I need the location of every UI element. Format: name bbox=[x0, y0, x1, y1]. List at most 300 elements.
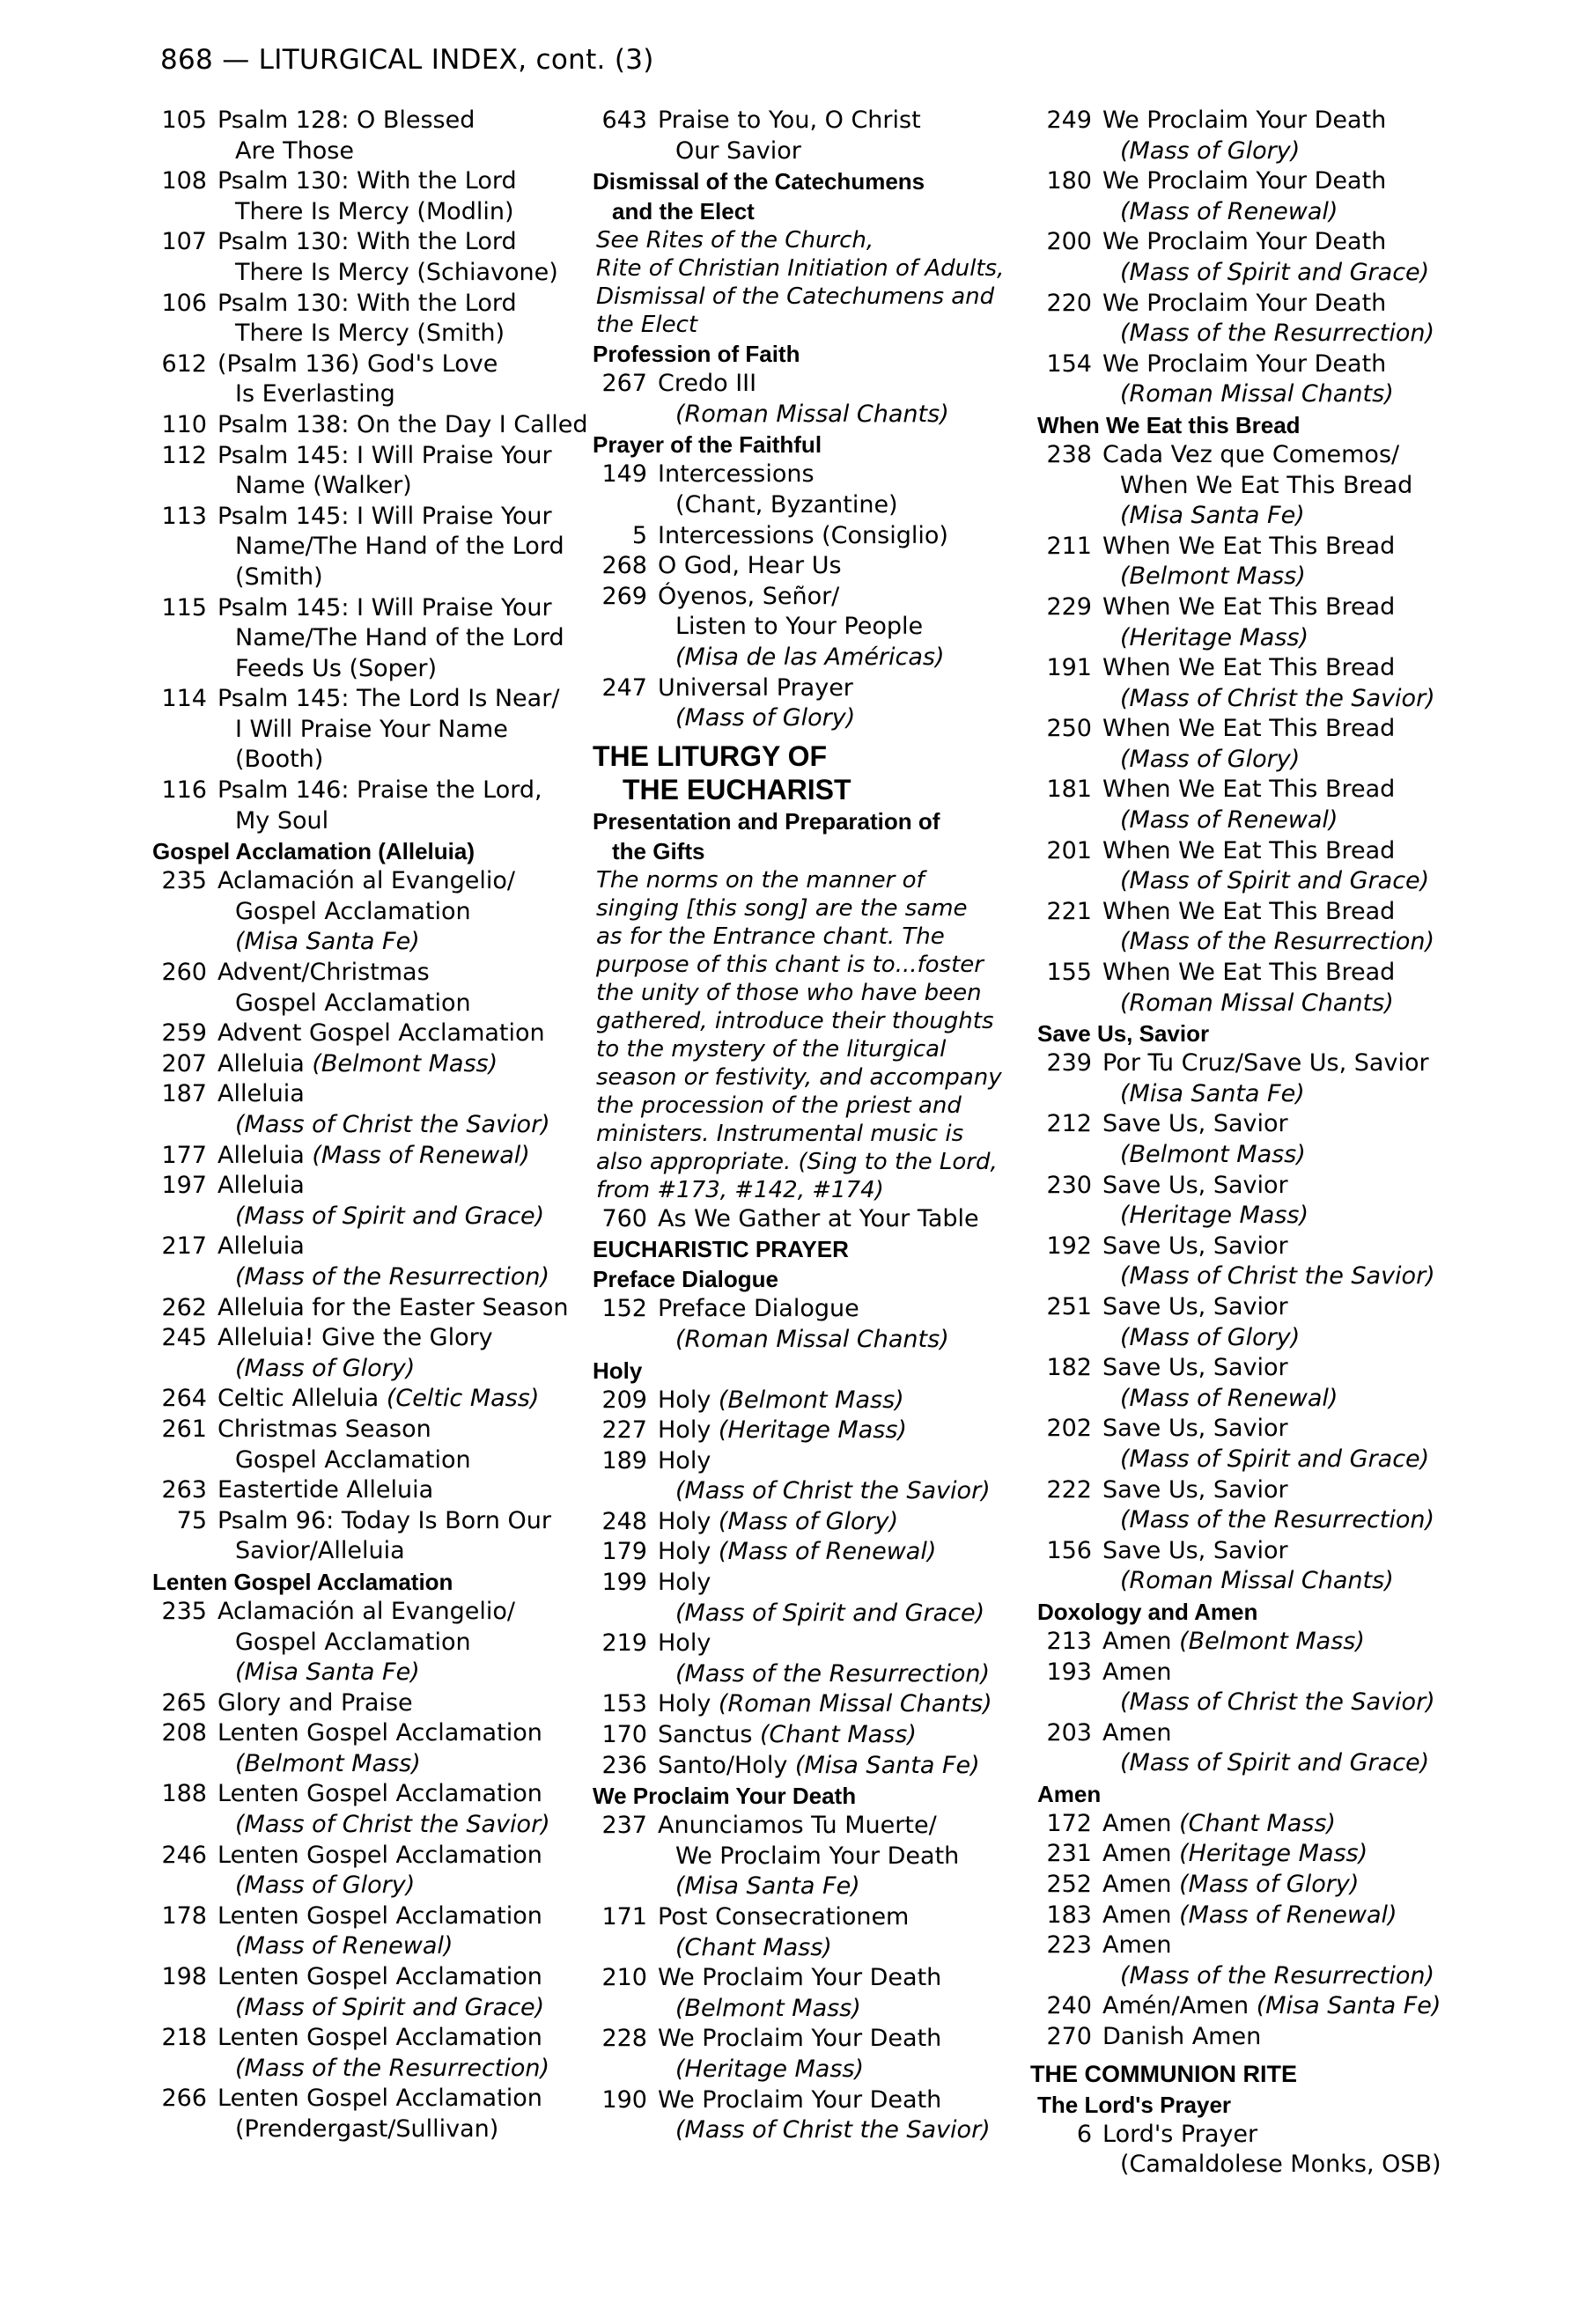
entry-source: (Celtic Mass) bbox=[386, 1385, 540, 1413]
entry-title bbox=[1021, 1809, 1515, 1840]
entry-subtitle bbox=[1021, 927, 1515, 958]
entry-text: When We Eat This Bread bbox=[1102, 836, 1396, 864]
index-entry bbox=[577, 1902, 1035, 1963]
entry-number: 264 bbox=[161, 1385, 207, 1413]
entry-text: Alleluia bbox=[217, 1232, 305, 1261]
entry-title bbox=[1021, 2120, 1515, 2151]
entry-text: I Will Praise Your Name bbox=[235, 715, 508, 743]
entry-title bbox=[1021, 1048, 1515, 1079]
entry-title bbox=[1021, 897, 1515, 928]
entry-text: (Mass of Spirit and Grace) bbox=[1120, 1749, 1430, 1777]
entry-text: Lenten Gospel Acclamation bbox=[217, 1901, 542, 1930]
entry-text: Anunciamos Tu Muerte/ bbox=[658, 1812, 937, 1840]
entry-text: Intercessions bbox=[658, 460, 815, 489]
entry-subtitle bbox=[136, 197, 586, 228]
entry-number: 263 bbox=[161, 1476, 207, 1504]
index-entry bbox=[136, 1019, 586, 1049]
entry-subtitle bbox=[1021, 258, 1515, 289]
entry-subtitle bbox=[1021, 684, 1515, 715]
entry-source: (Misa Santa Fe) bbox=[794, 1751, 980, 1779]
entry-subtitle bbox=[1021, 1261, 1515, 1292]
entry-text: Save Us, Savior bbox=[1102, 1475, 1288, 1504]
index-entry bbox=[136, 1506, 586, 1567]
entry-text: Lord's Prayer bbox=[1102, 2120, 1258, 2148]
entry-number: 171 bbox=[601, 1903, 647, 1931]
entry-number: 202 bbox=[1046, 1415, 1092, 1443]
index-entry bbox=[136, 1779, 586, 1840]
entry-title bbox=[577, 1446, 1035, 1477]
entry-text: Psalm 130: With the Lord bbox=[217, 289, 517, 317]
entry-text: Glory and Praise bbox=[217, 1688, 413, 1717]
entry-text: (Mass of Glory) bbox=[235, 1354, 416, 1382]
entry-text: (Mass of Renewal) bbox=[235, 1932, 453, 1960]
note-line: See Rites of the Church, bbox=[596, 227, 874, 254]
entry-title bbox=[1021, 1232, 1515, 1262]
entry-text: Holy bbox=[658, 1629, 711, 1658]
entry-subtitle bbox=[577, 643, 1035, 673]
entry-title bbox=[1021, 1292, 1515, 1323]
entry-text: (Mass of the Resurrection) bbox=[1120, 1506, 1435, 1534]
entry-text: Alleluia bbox=[217, 1172, 305, 1200]
entry-text: (Mass of the Resurrection) bbox=[675, 1659, 991, 1688]
entry-text: Psalm 145: I Will Praise Your bbox=[217, 502, 552, 530]
entry-title bbox=[136, 1019, 586, 1049]
entry-subtitle bbox=[1021, 379, 1515, 410]
entry-text: Alleluia bbox=[217, 1080, 305, 1108]
index-entry bbox=[577, 369, 1035, 430]
entry-title bbox=[136, 1079, 586, 1110]
entry-title bbox=[136, 1779, 586, 1810]
entry-subtitle bbox=[577, 1659, 1035, 1690]
entry-title bbox=[136, 684, 586, 715]
entry-text: (Camaldolese Monks, OSB) bbox=[1120, 2151, 1441, 2179]
entry-text: (Misa Santa Fe) bbox=[235, 928, 420, 956]
entry-number: 211 bbox=[1046, 532, 1092, 560]
entry-title bbox=[136, 1901, 586, 1932]
index-entry bbox=[1021, 106, 1515, 166]
note-line: gathered, introduce their thoughts bbox=[596, 1007, 994, 1034]
entry-text: We Proclaim Your Death bbox=[658, 2085, 942, 2114]
entry-source: (Mass of Glory) bbox=[1179, 1871, 1360, 1899]
entry-text: Save Us, Savior bbox=[1102, 1536, 1288, 1564]
note-line: to the mystery of the liturgical bbox=[596, 1035, 947, 1063]
index-entry bbox=[1021, 1839, 1515, 1870]
entry-subtitle bbox=[136, 1749, 586, 1780]
index-entry bbox=[136, 502, 586, 593]
entry-title bbox=[577, 1902, 1035, 1933]
index-entry bbox=[577, 1386, 1035, 1416]
index-entry bbox=[136, 1232, 586, 1292]
entry-text: Holy bbox=[658, 1416, 711, 1445]
entry-source: (Mass of Renewal) bbox=[718, 1538, 937, 1566]
category-heading: When We Eat this Bread bbox=[1037, 411, 1301, 438]
entry-number: 113 bbox=[161, 502, 207, 530]
entry-title bbox=[136, 1141, 586, 1172]
entry-text: (Belmont Mass) bbox=[675, 1994, 861, 2022]
entry-text: Danish Amen bbox=[1102, 2023, 1262, 2051]
entry-subtitle bbox=[136, 319, 586, 349]
index-entry bbox=[1021, 592, 1515, 653]
entry-subtitle bbox=[1021, 1201, 1515, 1232]
entry-text: (Mass of the Resurrection) bbox=[1120, 320, 1435, 348]
entry-text: Psalm 130: With the Lord bbox=[217, 167, 517, 195]
index-entry bbox=[136, 2084, 586, 2144]
index-entry bbox=[1021, 836, 1515, 897]
entry-subtitle bbox=[136, 989, 586, 1019]
entry-number: 182 bbox=[1046, 1354, 1092, 1382]
entry-subtitle bbox=[136, 1536, 586, 1567]
entry-text: Alleluia! Give the Glory bbox=[217, 1324, 493, 1352]
entry-text: (Heritage Mass) bbox=[1120, 623, 1309, 651]
entry-title bbox=[136, 441, 586, 472]
index-entry bbox=[136, 958, 586, 1019]
entry-number: 193 bbox=[1046, 1658, 1092, 1686]
entry-number: 261 bbox=[161, 1415, 207, 1443]
entry-number: 268 bbox=[601, 552, 647, 580]
entry-text: Eastertide Alleluia bbox=[217, 1476, 434, 1504]
entry-text: Psalm 145: I Will Praise Your bbox=[217, 593, 552, 621]
entry-title bbox=[1021, 836, 1515, 867]
entry-text: We Proclaim Your Death bbox=[1102, 167, 1387, 195]
index-entry bbox=[1021, 897, 1515, 958]
entry-number: 115 bbox=[161, 593, 207, 621]
index-entry bbox=[1021, 1475, 1515, 1536]
section-heading: THE COMMUNION RITE bbox=[1030, 2060, 1297, 2087]
index-entry bbox=[1021, 958, 1515, 1019]
entry-text: Lenten Gospel Acclamation bbox=[217, 2024, 542, 2052]
entry-title bbox=[1021, 1658, 1515, 1688]
entry-text: (Mass of Christ the Savior) bbox=[1120, 1262, 1435, 1291]
entry-title bbox=[577, 1751, 1035, 1782]
entry-title bbox=[1021, 106, 1515, 136]
entry-title bbox=[136, 1049, 586, 1080]
entry-subtitle bbox=[1021, 866, 1515, 897]
entry-subtitle bbox=[577, 1476, 1035, 1507]
entry-text: (Misa Santa Fe) bbox=[675, 1872, 860, 1901]
entry-number: 153 bbox=[601, 1690, 647, 1718]
entry-number: 229 bbox=[1046, 592, 1092, 621]
entry-title bbox=[1021, 227, 1515, 258]
entry-number: 187 bbox=[161, 1080, 207, 1108]
entry-title bbox=[577, 582, 1035, 613]
entry-text: Santo/Holy bbox=[658, 1751, 788, 1779]
entry-number: 265 bbox=[161, 1688, 207, 1717]
index-entry bbox=[136, 349, 586, 410]
entry-number: 172 bbox=[1046, 1809, 1092, 1837]
entry-text: Name/The Hand of the Lord bbox=[235, 533, 564, 561]
entry-subtitle bbox=[136, 1445, 586, 1476]
entry-text: We Proclaim Your Death bbox=[658, 2025, 942, 2053]
index-entry bbox=[1021, 1901, 1515, 1931]
entry-text: Psalm 96: Today Is Born Our bbox=[217, 1506, 551, 1534]
entry-subtitle bbox=[136, 623, 586, 654]
entry-number: 179 bbox=[601, 1538, 647, 1566]
index-entry bbox=[577, 1689, 1035, 1720]
entry-title bbox=[136, 776, 586, 806]
index-entry bbox=[136, 684, 586, 776]
category-heading: Amen bbox=[1037, 1780, 1102, 1807]
index-entry bbox=[136, 1384, 586, 1415]
entry-number: 110 bbox=[161, 410, 207, 438]
entry-text: (Mass of Christ the Savior) bbox=[675, 1477, 991, 1505]
index-entry bbox=[136, 1049, 586, 1080]
entry-number: 267 bbox=[601, 370, 647, 398]
entry-text: Feeds Us (Soper) bbox=[235, 654, 438, 682]
entry-text: Christmas Season bbox=[217, 1415, 431, 1443]
entry-title bbox=[136, 1415, 586, 1445]
entry-text: (Misa de las Américas) bbox=[675, 643, 945, 671]
entry-title bbox=[1021, 1171, 1515, 1202]
entry-text: (Roman Missal Chants) bbox=[675, 400, 949, 428]
entry-number: 239 bbox=[1046, 1049, 1092, 1077]
entry-subtitle bbox=[136, 1931, 586, 1962]
index-entry bbox=[577, 1204, 1035, 1235]
entry-source: (Misa Santa Fe) bbox=[1256, 1992, 1441, 2020]
entry-subtitle bbox=[577, 1842, 1035, 1872]
entry-text: We Proclaim Your Death bbox=[1102, 349, 1387, 378]
entry-number: 230 bbox=[1046, 1171, 1092, 1199]
entry-text: (Chant, Byzantine) bbox=[675, 490, 898, 518]
index-entry bbox=[136, 227, 586, 288]
entry-number: 197 bbox=[161, 1172, 207, 1200]
entry-subtitle bbox=[136, 563, 586, 593]
index-column-2 bbox=[577, 106, 1035, 2146]
entry-number: 235 bbox=[161, 867, 207, 895]
index-entry bbox=[577, 521, 1035, 552]
entry-text: As We Gather at Your Table bbox=[658, 1204, 979, 1232]
entry-number: 251 bbox=[1046, 1292, 1092, 1320]
entry-text: We Proclaim Your Death bbox=[675, 1842, 960, 1870]
index-entry bbox=[577, 2085, 1035, 2146]
category-heading: Preface Dialogue bbox=[593, 1266, 778, 1293]
entry-subtitle bbox=[136, 897, 586, 928]
entry-source: (Chant Mass) bbox=[760, 1721, 917, 1749]
index-entry bbox=[1021, 2120, 1515, 2181]
entry-subtitle bbox=[577, 1325, 1035, 1356]
section-heading: THE LITURGY OF bbox=[593, 739, 828, 772]
index-entry bbox=[136, 2023, 586, 2084]
entry-number: 213 bbox=[1046, 1627, 1092, 1655]
entry-text: Save Us, Savior bbox=[1102, 1415, 1288, 1443]
entry-text: Alleluia bbox=[217, 1141, 305, 1169]
entry-number: 178 bbox=[161, 1901, 207, 1930]
entry-subtitle bbox=[1021, 623, 1515, 654]
note-line: ministers. Instrumental music is bbox=[596, 1120, 964, 1147]
index-entry bbox=[1021, 349, 1515, 410]
entry-title bbox=[577, 1720, 1035, 1751]
entry-text: When We Eat This Bread bbox=[1102, 897, 1396, 925]
entry-text: (Chant Mass) bbox=[675, 1933, 832, 1961]
entry-text: (Mass of Christ the Savior) bbox=[1120, 684, 1435, 712]
entry-title bbox=[136, 2084, 586, 2114]
entry-subtitle bbox=[136, 379, 586, 410]
index-entry bbox=[136, 106, 586, 166]
entry-number: 200 bbox=[1046, 228, 1092, 256]
entry-subtitle bbox=[136, 806, 586, 837]
entry-text: Psalm 130: With the Lord bbox=[217, 228, 517, 256]
entry-title bbox=[577, 1507, 1035, 1538]
note-line: also appropriate. (Sing to the Lord, bbox=[596, 1148, 998, 1175]
entry-text: Amen bbox=[1102, 1809, 1172, 1837]
entry-text: Amen bbox=[1102, 1901, 1172, 1929]
entry-text: Lenten Gospel Acclamation bbox=[217, 1780, 542, 1808]
entry-text: (Roman Missal Chants) bbox=[1120, 1567, 1394, 1595]
index-entry bbox=[1021, 1171, 1515, 1232]
entry-number: 188 bbox=[161, 1780, 207, 1808]
entry-number: 106 bbox=[161, 289, 207, 317]
index-entry bbox=[1021, 166, 1515, 227]
entry-source: (Heritage Mass) bbox=[718, 1416, 907, 1445]
entry-text: (Booth) bbox=[235, 746, 324, 774]
entry-title bbox=[577, 1689, 1035, 1720]
index-entry bbox=[577, 673, 1035, 734]
entry-title bbox=[136, 289, 586, 320]
entry-text: (Mass of Glory) bbox=[235, 1872, 416, 1900]
entry-text: (Mass of Spirit and Grace) bbox=[1120, 867, 1430, 895]
entry-number: 6 bbox=[1076, 2120, 1092, 2148]
entry-title bbox=[1021, 1109, 1515, 1140]
entry-number: 156 bbox=[1046, 1536, 1092, 1564]
entry-source: (Heritage Mass) bbox=[1179, 1840, 1368, 1868]
entry-text: Gospel Acclamation bbox=[235, 989, 471, 1017]
entry-title bbox=[577, 1629, 1035, 1659]
entry-title bbox=[136, 593, 586, 624]
entry-subtitle bbox=[136, 1871, 586, 1901]
entry-number: 269 bbox=[601, 582, 647, 610]
entry-title bbox=[1021, 1870, 1515, 1901]
entry-text: Gospel Acclamation bbox=[235, 1628, 471, 1656]
entry-text: Aclamación al Evangelio/ bbox=[217, 1597, 515, 1625]
entry-text: Holy bbox=[658, 1569, 711, 1597]
entry-text: When We Eat This Bread bbox=[1102, 715, 1396, 743]
index-entry bbox=[1021, 532, 1515, 592]
category-heading: and the Elect bbox=[612, 198, 755, 225]
entry-subtitle bbox=[577, 1599, 1035, 1629]
entry-title bbox=[577, 1963, 1035, 1994]
entry-subtitle bbox=[1021, 1748, 1515, 1779]
entry-subtitle bbox=[136, 1993, 586, 2024]
entry-subtitle bbox=[136, 1262, 586, 1293]
entry-text: Amen bbox=[1102, 1931, 1172, 1960]
entry-text: (Heritage Mass) bbox=[1120, 1202, 1309, 1230]
category-heading: Lenten Gospel Acclamation bbox=[152, 1568, 453, 1595]
page-header: 868 — LITURGICAL INDEX, cont. (3) bbox=[160, 44, 654, 76]
entry-text: (Mass of Christ the Savior) bbox=[235, 1811, 550, 1839]
entry-title bbox=[1021, 1536, 1515, 1567]
entry-text: Universal Prayer bbox=[658, 673, 853, 702]
entry-number: 177 bbox=[161, 1141, 207, 1169]
entry-number: 198 bbox=[161, 1963, 207, 1991]
entry-text: Gospel Acclamation bbox=[235, 1445, 471, 1474]
entry-text: Óyenos, Señor/ bbox=[658, 582, 840, 610]
entry-number: 262 bbox=[161, 1293, 207, 1321]
note-line: purpose of this chant is to...foster bbox=[596, 951, 984, 978]
category-heading: Doxology and Amen bbox=[1037, 1598, 1258, 1625]
entry-subtitle bbox=[577, 136, 1035, 167]
entry-number: 236 bbox=[601, 1751, 647, 1779]
entry-number: 222 bbox=[1046, 1475, 1092, 1504]
entry-number: 217 bbox=[161, 1232, 207, 1261]
entry-subtitle bbox=[577, 1933, 1035, 1964]
entry-title bbox=[577, 369, 1035, 400]
entry-number: 260 bbox=[161, 959, 207, 987]
entry-subtitle bbox=[136, 136, 586, 167]
entry-text: Cada Vez que Comemos/ bbox=[1102, 440, 1400, 468]
index-entry bbox=[577, 582, 1035, 673]
entry-text: Are Those bbox=[235, 136, 354, 165]
entry-text: There Is Mercy (Schiavone) bbox=[235, 258, 558, 286]
entry-subtitle bbox=[1021, 501, 1515, 532]
entry-text: Por Tu Cruz/Save Us, Savior bbox=[1102, 1049, 1429, 1077]
entry-number: 219 bbox=[601, 1629, 647, 1658]
category-heading: Presentation and Preparation of bbox=[593, 807, 940, 835]
entry-text: Preface Dialogue bbox=[658, 1295, 859, 1323]
index-entry bbox=[136, 1293, 586, 1324]
entry-subtitle bbox=[1021, 1961, 1515, 1992]
entry-text: (Misa Santa Fe) bbox=[1120, 1079, 1305, 1107]
entry-title bbox=[1021, 166, 1515, 197]
entry-subtitle bbox=[136, 1110, 586, 1141]
index-entry bbox=[577, 1294, 1035, 1355]
entry-number: 221 bbox=[1046, 897, 1092, 925]
entry-title bbox=[136, 1232, 586, 1262]
entry-source: (Belmont Mass) bbox=[718, 1386, 904, 1414]
entry-subtitle bbox=[577, 612, 1035, 643]
entry-title bbox=[1021, 1627, 1515, 1658]
entry-text: Lenten Gospel Acclamation bbox=[217, 1841, 542, 1869]
entry-number: 247 bbox=[601, 673, 647, 702]
entry-subtitle bbox=[136, 715, 586, 746]
entry-number: 154 bbox=[1046, 349, 1092, 378]
entry-text: We Proclaim Your Death bbox=[1102, 289, 1387, 317]
entry-text: Psalm 145: I Will Praise Your bbox=[217, 441, 552, 469]
entry-number: 180 bbox=[1046, 167, 1092, 195]
entry-number: 114 bbox=[161, 685, 207, 713]
index-entry bbox=[1021, 1414, 1515, 1475]
index-entry bbox=[136, 866, 586, 958]
index-entry bbox=[1021, 1048, 1515, 1109]
entry-number: 218 bbox=[161, 2024, 207, 2052]
entry-title bbox=[1021, 1991, 1515, 2022]
entry-text: Praise to You, O Christ bbox=[658, 107, 921, 134]
index-entry bbox=[136, 1171, 586, 1232]
entry-subtitle bbox=[136, 2054, 586, 2085]
index-entry bbox=[1021, 775, 1515, 835]
entry-title bbox=[577, 673, 1035, 704]
entry-number: 199 bbox=[601, 1569, 647, 1597]
entry-title bbox=[136, 227, 586, 258]
entry-title bbox=[136, 866, 586, 897]
entry-text: (Mass of Glory) bbox=[675, 704, 856, 732]
entry-text: When We Eat This Bread bbox=[1102, 532, 1396, 560]
entry-subtitle bbox=[1021, 197, 1515, 228]
entry-text: Celtic Alleluia bbox=[217, 1385, 380, 1413]
entry-number: 201 bbox=[1046, 836, 1092, 864]
index-entry bbox=[136, 1901, 586, 1962]
entry-subtitle bbox=[1021, 1384, 1515, 1415]
entry-text: Holy bbox=[658, 1446, 711, 1475]
index-entry bbox=[136, 410, 586, 441]
note-line: the unity of those who have been bbox=[596, 979, 982, 1006]
entry-title bbox=[1021, 1718, 1515, 1749]
entry-text: (Mass of the Resurrection) bbox=[235, 1262, 550, 1291]
entry-title bbox=[1021, 958, 1515, 989]
entry-subtitle bbox=[577, 400, 1035, 430]
index-entry bbox=[1021, 1931, 1515, 1991]
index-entry bbox=[136, 1079, 586, 1140]
entry-text: Amén/Amen bbox=[1102, 1992, 1250, 2020]
note-line: The norms on the manner of bbox=[596, 866, 925, 894]
